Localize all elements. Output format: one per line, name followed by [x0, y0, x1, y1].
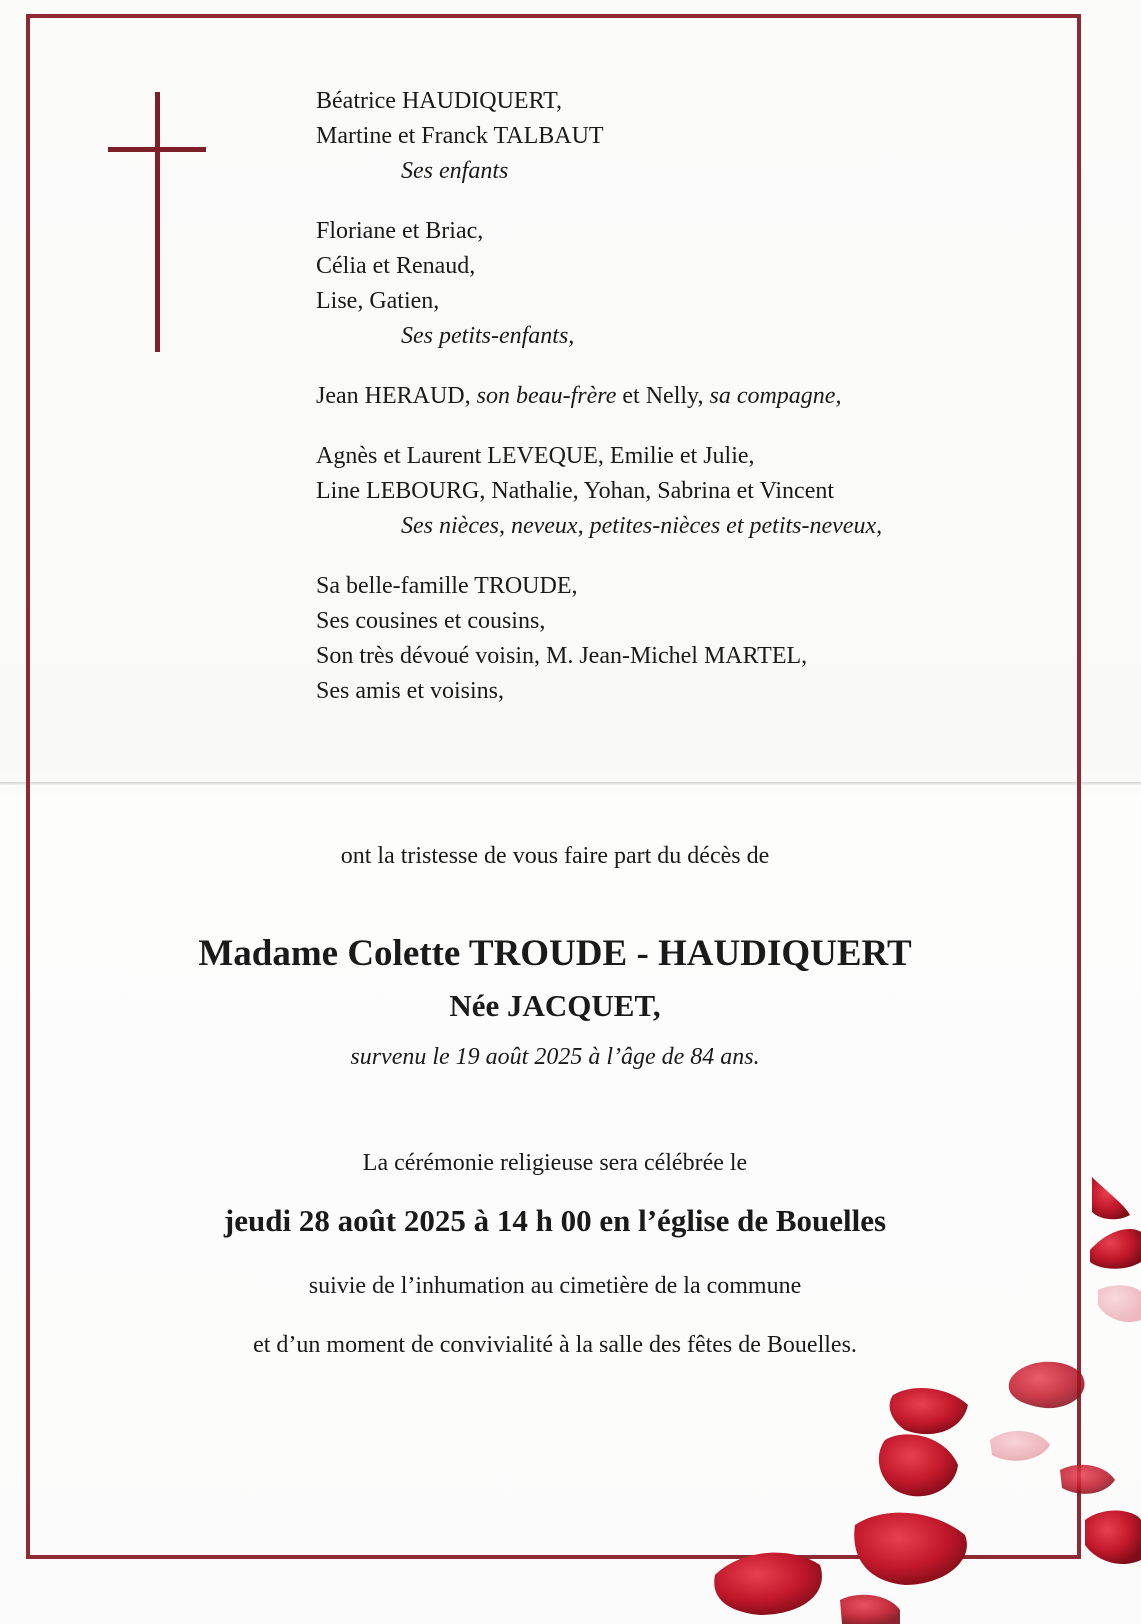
children-line-1: Béatrice HAUDIQUERT, [316, 88, 563, 114]
others-line-3: Son très dévoué voisin, M. Jean-Michel MARTEL, [316, 643, 808, 669]
companion-role: sa compagne, [709, 383, 842, 409]
brother-in-law-line [316, 383, 841, 410]
nieces-line-1: Agnès et Laurent LEVEQUE, Emilie et Julie, [316, 443, 755, 469]
others-line-2: Ses cousines et cousins, [316, 608, 546, 634]
announcement-text: ont la tristesse de vous faire part du décès de [340, 843, 770, 869]
nieces-line-2: Line LEBOURG, Nathalie, Yohan, Sabrina et Vincent [316, 478, 835, 504]
grandchildren-line-1: Floriane et Briac, [316, 218, 484, 244]
nieces-label: Ses nièces, neveux, petites-nièces et petits-neveux, [401, 513, 883, 539]
gathering-text: et d’un moment de convivialité à la salle des fêtes de Bouelles. [253, 1332, 857, 1358]
ceremony-intro: La cérémonie religieuse sera célébrée le [362, 1150, 748, 1176]
brother-in-law-role: son beau-frère [476, 383, 617, 409]
children-label: Ses enfants [401, 158, 509, 184]
grandchildren-line-2: Célia et Renaud, [316, 253, 476, 279]
maiden-name: Née JACQUET, [449, 988, 661, 1023]
grandchildren-line-3: Lise, Gatien, [316, 288, 440, 314]
deceased-name: Madame Colette TROUDE - HAUDIQUERT [198, 933, 912, 974]
death-date: survenu le 19 août 2025 à l’âge de 84 ans. [350, 1044, 760, 1070]
grandchildren-label: Ses petits-enfants, [401, 323, 575, 349]
brother-in-law-and: et Nelly, [622, 383, 704, 409]
red-frame [26, 14, 1081, 1559]
burial-text: suivie de l’inhumation au cimetière de la commune [308, 1273, 802, 1299]
others-line-4: Ses amis et voisins, [316, 678, 505, 704]
ceremony-datetime: jeudi 28 août 2025 à 14 h 00 en l’église de Bouelles [223, 1203, 887, 1238]
children-line-2: Martine et Franck TALBAUT [316, 123, 604, 149]
others-line-1: Sa belle-famille TROUDE, [316, 573, 578, 599]
brother-in-law-name: Jean HERAUD, [316, 383, 471, 409]
